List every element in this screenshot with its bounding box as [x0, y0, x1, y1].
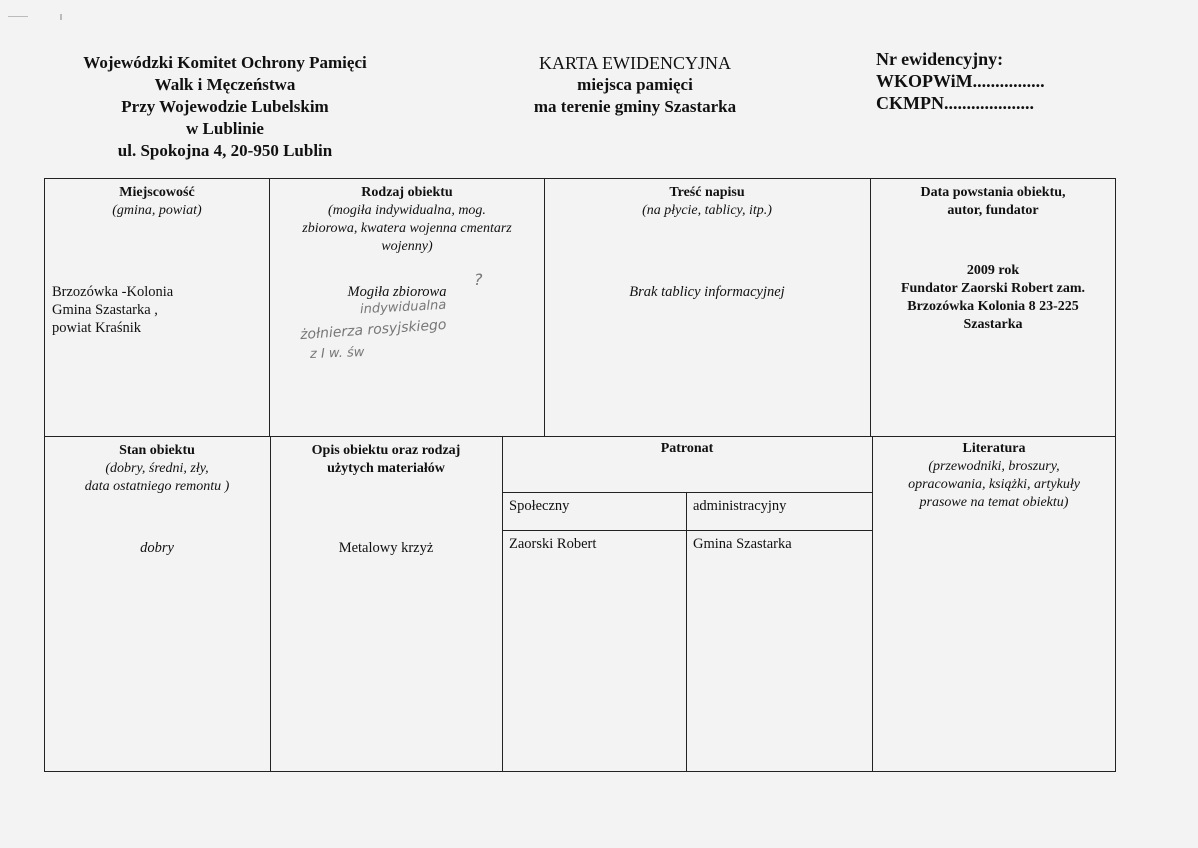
document-title-block	[505, 52, 765, 118]
cell-title: Treść napisu	[669, 185, 745, 200]
cell-title: Rodzaj obiektu	[361, 185, 453, 200]
issuer-line: w Lublinie	[186, 119, 264, 138]
registry-wkopwim: WKOPWiM................	[876, 71, 1045, 91]
table-border-top	[44, 178, 1116, 179]
table-col-divider	[269, 178, 270, 436]
cell-miejscowosc-header	[46, 184, 268, 220]
document-subtitle: miejsca pamięci	[577, 75, 693, 94]
table-border-bottom	[44, 771, 1116, 772]
cell-rodzaj-value: Mogiła zbiorowa	[347, 284, 447, 300]
registry-number-block	[876, 48, 1156, 114]
value-line: Brzozówka -Kolonia	[52, 284, 174, 300]
table-border-left	[44, 178, 45, 772]
value-line: Fundator Zaorski Robert zam.	[900, 281, 1086, 296]
patronat-header-divider	[502, 492, 872, 493]
table-row-divider	[44, 436, 1116, 437]
scan-artifact	[8, 16, 28, 17]
value-line: Gmina Szastarka ,	[52, 302, 158, 318]
cell-tresc-value: Brak tablicy informacyjnej	[629, 284, 785, 300]
handwritten-note: z I w. św	[309, 345, 365, 362]
cell-data-header	[872, 184, 1114, 220]
table-col-divider	[870, 178, 871, 436]
document-title: KARTA EWIDENCYJNA	[539, 53, 731, 73]
patronat-spoleczny-label: Społeczny	[509, 498, 570, 514]
cell-title: autor, fundator	[947, 203, 1039, 218]
table-col-divider	[544, 178, 545, 436]
patronat-spoleczny-value: Zaorski Robert	[509, 536, 597, 552]
cell-stan-header	[46, 442, 268, 496]
handwritten-question-mark: ?	[474, 270, 483, 289]
registry-label: Nr ewidencyjny:	[876, 49, 1004, 69]
cell-title: Opis obiektu oraz rodzaj	[311, 443, 461, 458]
cell-hint: (przewodniki, broszury,	[928, 459, 1060, 474]
cell-hint: (na płycie, tablicy, itp.)	[642, 203, 772, 218]
issuer-block	[40, 52, 410, 162]
cell-title: Miejscowość	[119, 185, 195, 200]
issuer-line: Przy Wojewodzie Lubelskim	[121, 97, 329, 116]
value-line: 2009 rok	[966, 263, 1020, 278]
issuer-line: Walk i Męczeństwa	[154, 75, 296, 94]
cell-hint: wojenny)	[381, 239, 433, 254]
cell-hint: opracowania, książki, artykuły	[908, 477, 1080, 492]
registry-ckmpn: CKMPN....................	[876, 93, 1034, 113]
cell-opis-value: Metalowy krzyż	[338, 540, 434, 556]
handwritten-note: indywidualna	[359, 297, 447, 318]
cell-title: użytych materiałów	[327, 461, 445, 476]
issuer-line: ul. Spokojna 4, 20-950 Lublin	[117, 141, 333, 160]
scan-artifact	[60, 14, 62, 20]
cell-title: Data powstania obiektu,	[920, 185, 1066, 200]
patronat-administracyjny-value: Gmina Szastarka	[693, 536, 792, 552]
cell-hint: data ostatniego remontu )	[84, 479, 230, 494]
handwritten-note: żołnierza rosyjskiego	[299, 316, 447, 344]
patronat-subheader-divider	[502, 530, 872, 531]
table-col-divider	[270, 436, 271, 772]
patronat-administracyjny-label: administracyjny	[693, 498, 787, 514]
cell-hint: (mogiła indywidualna, mog.	[328, 203, 486, 218]
cell-hint: (dobry, średni, zły,	[105, 461, 209, 476]
cell-data-value	[872, 262, 1114, 334]
cell-hint: zbiorowa, kwatera wojenna cmentarz	[302, 221, 512, 236]
cell-title: Literatura	[962, 441, 1026, 456]
table-border-right	[1115, 178, 1116, 772]
cell-opis-header	[272, 442, 500, 478]
cell-hint: (gmina, powiat)	[112, 203, 202, 218]
value-line: Brzozówka Kolonia 8 23-225	[907, 299, 1079, 314]
issuer-line: Wojewódzki Komitet Ochrony Pamięci	[83, 53, 367, 72]
cell-rodzaj-header	[272, 184, 542, 256]
patronat-col-divider	[686, 492, 687, 772]
cell-tresc-header	[546, 184, 868, 220]
cell-literatura-header	[874, 440, 1114, 512]
cell-title: Stan obiektu	[119, 443, 195, 458]
value-line: powiat Kraśnik	[52, 320, 141, 336]
cell-patronat-header: Patronat	[660, 441, 714, 456]
cell-hint: prasowe na temat obiektu)	[919, 495, 1069, 510]
cell-miejscowosc-value	[52, 283, 262, 337]
cell-stan-value: dobry	[140, 540, 174, 556]
table-col-divider	[502, 436, 503, 772]
value-line: Szastarka	[963, 317, 1023, 332]
table-col-divider	[872, 436, 873, 772]
document-subtitle: ma terenie gminy Szastarka	[533, 97, 737, 116]
